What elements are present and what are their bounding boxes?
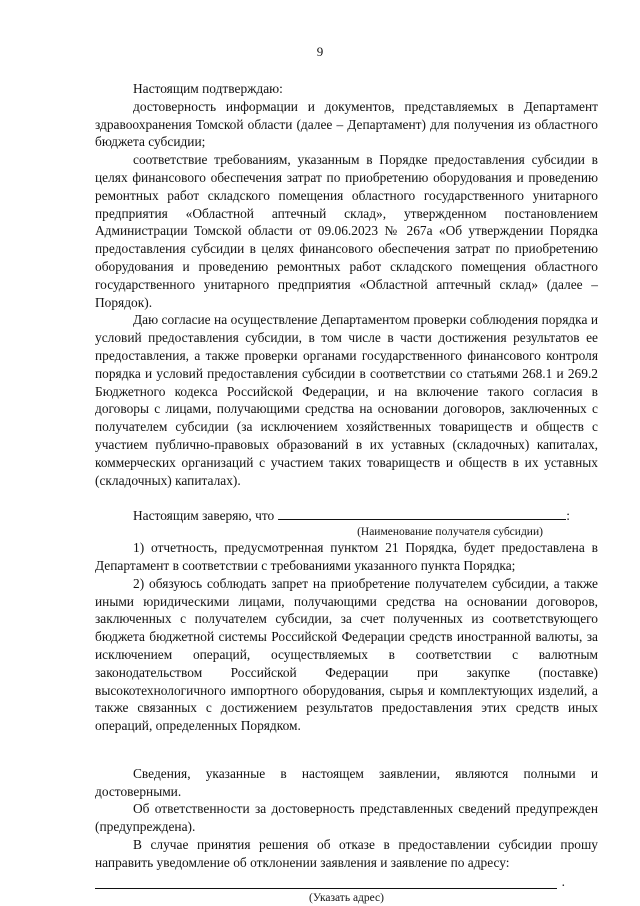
assurance-suffix: :: [566, 508, 570, 524]
page-number: 9: [316, 44, 324, 59]
refusal-paragraph: В случае принятия решения об отказе в предоставлении субсидии прошу направить уведомление об отклонении заявления и заявление по адресу:: [95, 837, 598, 870]
address-field[interactable]: [95, 873, 565, 889]
responsibility-paragraph: Об ответственности за достоверность представленных сведений предупрежден (предупреждена).: [95, 801, 598, 835]
consent-paragraph: Даю согласие на осуществление Департаментом проверки соблюдения порядка и условий предоставления субсидии, в том числе в части достижения результатов ее предоставления, а также проверки органами государственного финансового контроля порядка и условий предоставления субсидии в соответствии со статьями 268.1 и 269.2 Бюджетного кодекса Российской Федерации, и на включение такого согласия в договоры с лицами, получающими средства на основании договоров, заключенных с получателем субсидии (за исключением хозяйственных товариществ и обществ с участием публично-правовых образований в их уставных (складочных) капиталах, коммерческих организаций с участием таких товариществ и обществ в их уставных (складочных) капиталах).: [95, 312, 598, 488]
recipient-name-field[interactable]: [278, 507, 566, 520]
document-body: [95, 80, 598, 905]
address-caption: (Указать адрес): [308, 891, 384, 904]
item-2-paragraph: 2) обязуюсь соблюдать запрет на приобретение получателем субсидии, а также иными юридическими лицами, получающими средства на основании договоров, заключенных с получателем субсидии, за счет полученных из соответствующего бюджета бюджетной системы Российской Федерации средств иностранной валюты, за исключением операций, осуществляемых в соответствии с валютным законодательством Российской Федерации при закупке (поставке) высокотехнологичного импортного оборудования, сырья и комплектующих изделий, а также связанных с достижением результатов предоставления этих средств иных операций, определенных Порядком.: [95, 575, 598, 734]
item-1-paragraph: 1) отчетность, предусмотренная пунктом 21 Порядка, будет предоставлена в Департамент в соответствии с требованиями указанного пункта Порядка;: [95, 540, 598, 573]
recipient-caption: (Наименование получателя субсидии): [357, 526, 543, 539]
confirm-intro: Настоящим подтверждаю:: [133, 81, 283, 96]
address-end-dot: .: [561, 873, 565, 889]
info-complete-paragraph: Сведения, указанные в настоящем заявлении, являются полными и достоверными.: [95, 765, 598, 799]
reliability-paragraph: достоверность информации и документов, представляемых в Департамент здравоохранения Томской области (далее – Департамент) для получения из областного бюджета субсидии;: [95, 98, 598, 150]
assurance-line: [95, 507, 598, 525]
assurance-prefix: Настоящим заверяю, что: [133, 508, 275, 524]
compliance-paragraph: соответствие требованиям, указанным в Порядке предоставления субсидии в целях финансового обеспечения затрат по приобретению оборудования и проведению ремонтных работ складского помещения областного государственного унитарного предприятия «Областной аптечный склад», утвержденном постановлением Администрации Томской области от 09.06.2023 № 267а «Об утверждении Порядка предоставления субсидии в целях финансового обеспечения затрат по приобретению оборудования и проведению ремонтных работ складского помещения областного государственного унитарного предприятия «Областной аптечный склад» (далее – Порядок).: [95, 152, 598, 310]
